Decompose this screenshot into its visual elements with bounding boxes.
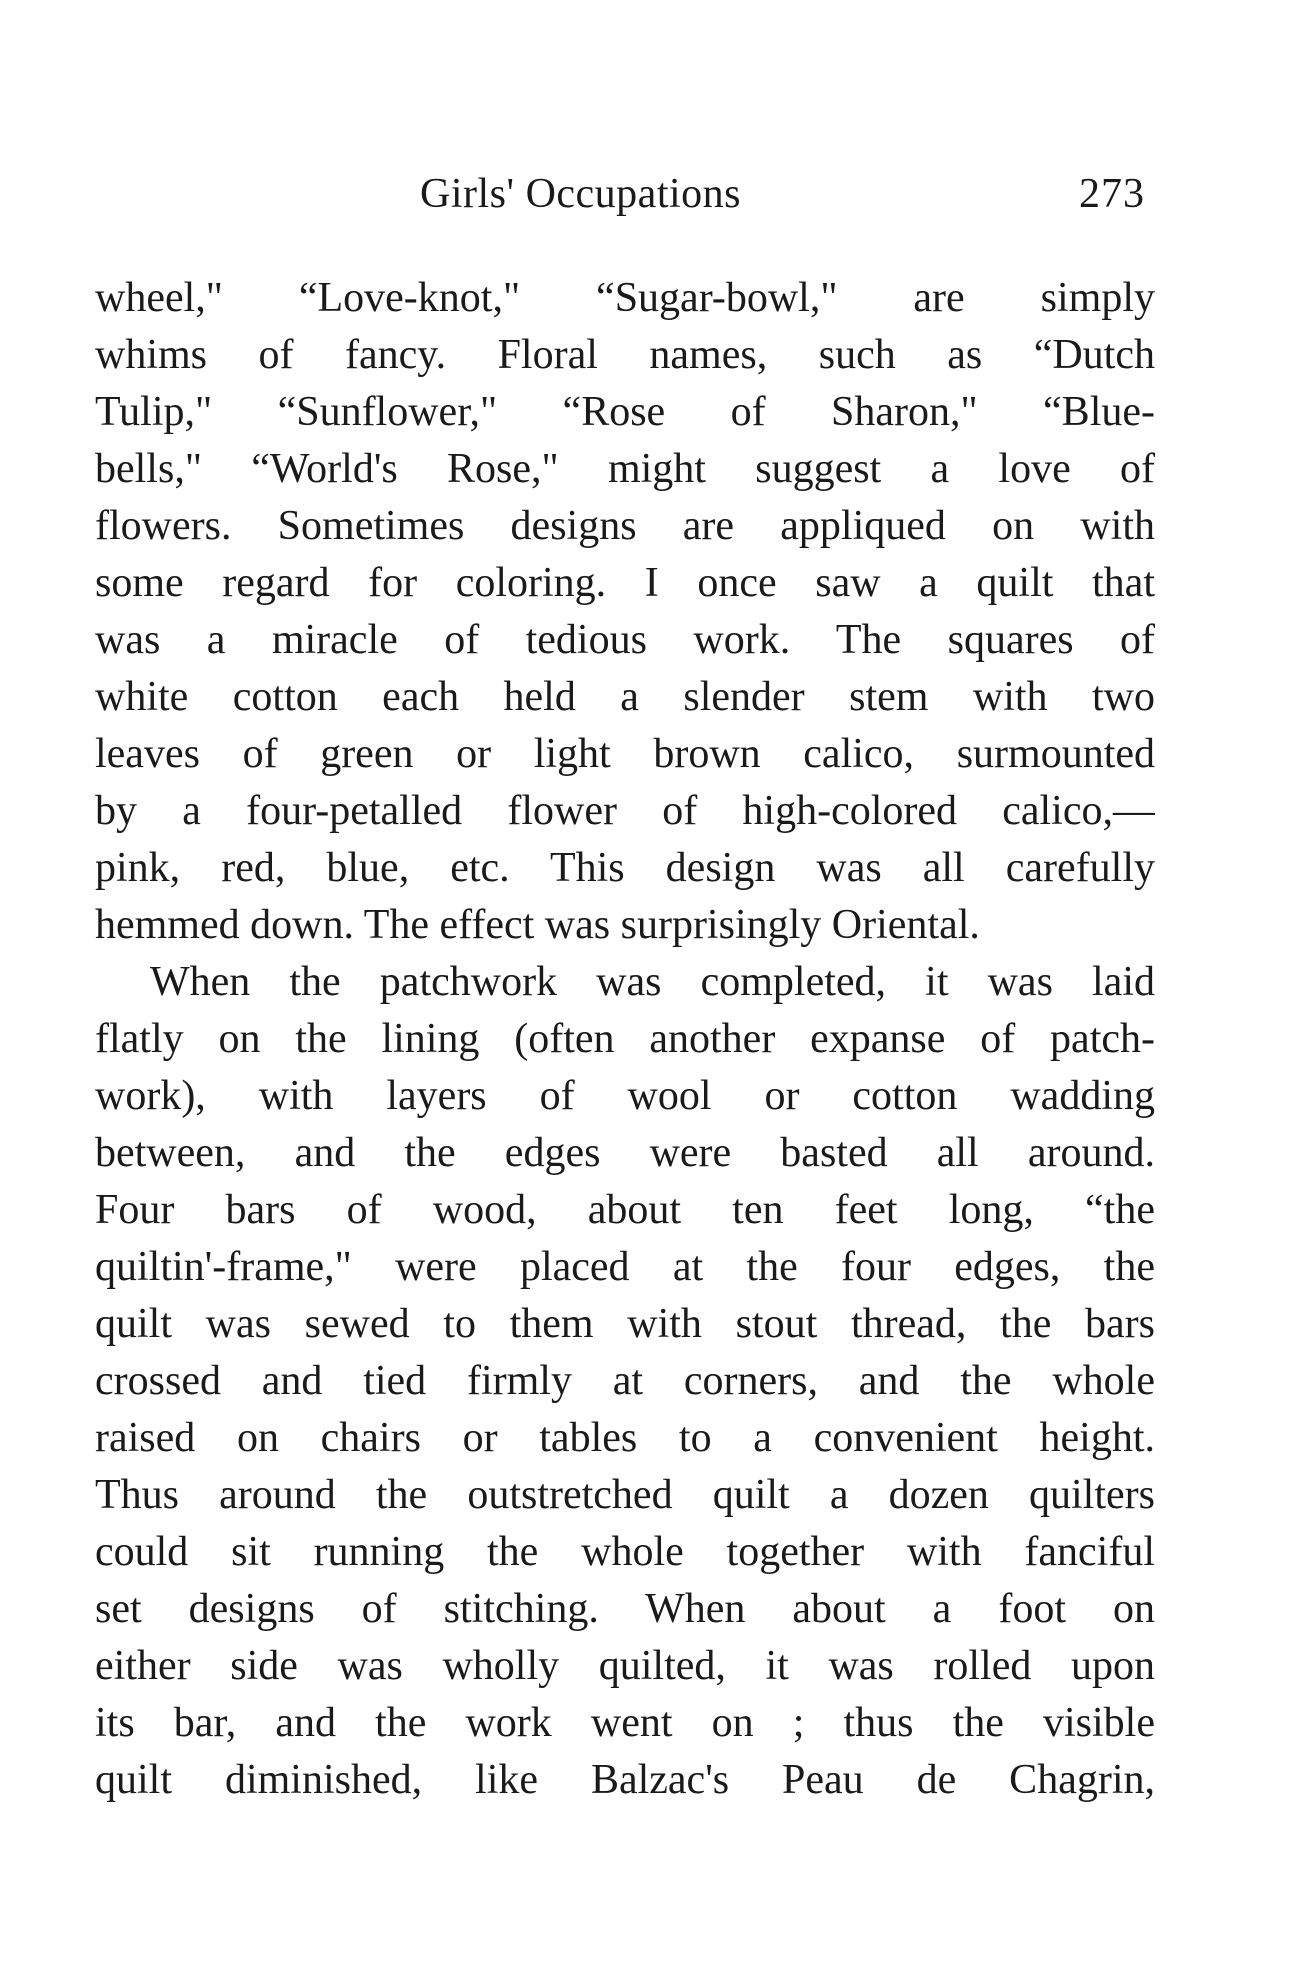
running-title: Girls' Occupations xyxy=(420,171,742,217)
text-line: Four bars of wood, about ten feet long, “the xyxy=(95,1187,1155,1233)
text-line: its bar, and the work went on ; thus the visible xyxy=(95,1700,1155,1746)
text-line: quilt diminished, like Balzac's Peau de Chagrin, xyxy=(95,1757,1155,1803)
text-line: whims of fancy. Floral names, such as “Dutch xyxy=(95,332,1155,378)
text-line: flowers. Sometimes designs are appliqued on with xyxy=(95,503,1155,549)
body-text xyxy=(95,270,1155,1809)
text-line: When the patchwork was completed, it was laid xyxy=(150,959,1155,1005)
text-line: crossed and tied firmly at corners, and the whole xyxy=(95,1358,1155,1404)
text-line: quilt was sewed to them with stout thread, the bars xyxy=(95,1301,1155,1347)
text-line: white cotton each held a slender stem with two xyxy=(95,674,1155,720)
text-line: flatly on the lining (often another expanse of patch- xyxy=(95,1016,1155,1062)
page-number: 273 xyxy=(1079,171,1145,217)
text-line: either side was wholly quilted, it was rolled upon xyxy=(95,1643,1155,1689)
text-line: wheel," “Love-knot," “Sugar-bowl," are simply xyxy=(95,275,1155,321)
text-line: set designs of stitching. When about a foot on xyxy=(95,1586,1155,1632)
text-line: some regard for coloring. I once saw a quilt that xyxy=(95,560,1155,606)
running-head xyxy=(95,170,1145,230)
text-line: leaves of green or light brown calico, surmounted xyxy=(95,731,1155,777)
text-line: by a four-petalled flower of high-colored calico,— xyxy=(95,788,1155,834)
text-line: between, and the edges were basted all around. xyxy=(95,1130,1155,1176)
text-line: bells," “World's Rose," might suggest a love of xyxy=(95,446,1155,492)
text-line: could sit running the whole together with fanciful xyxy=(95,1529,1155,1575)
text-line: Thus around the outstretched quilt a dozen quilters xyxy=(95,1472,1155,1518)
text-line: Tulip," “Sunflower," “Rose of Sharon," “Blue- xyxy=(95,389,1155,435)
text-line: hemmed down. The effect was surprisingly Oriental. xyxy=(95,902,980,948)
text-line: work), with layers of wool or cotton wadding xyxy=(95,1073,1155,1119)
text-line: was a miracle of tedious work. The squares of xyxy=(95,617,1155,663)
text-line: quiltin'-frame," were placed at the four edges, the xyxy=(95,1244,1155,1290)
text-line: raised on chairs or tables to a convenient height. xyxy=(95,1415,1155,1461)
text-line: pink, red, blue, etc. This design was all carefully xyxy=(95,845,1155,891)
